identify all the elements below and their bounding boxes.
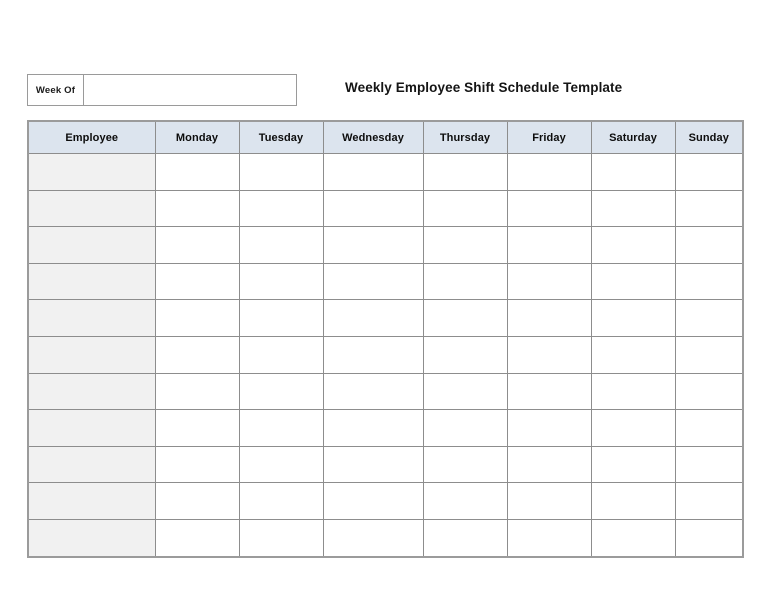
table-header [28,121,743,154]
cell-value [508,447,591,483]
cell-value [29,374,155,410]
cell-value [676,520,743,556]
cell-sunday[interactable] [675,483,743,520]
cell-value [424,447,507,483]
document-header [27,74,742,108]
cell-wednesday[interactable] [323,154,423,191]
cell-value [676,374,743,410]
table-row [28,446,743,483]
cell-value [324,264,423,300]
cell-value [676,154,743,190]
cell-value [424,154,507,190]
cell-wednesday[interactable] [323,410,423,447]
cell-saturday[interactable] [591,336,675,373]
cell-value [424,520,507,556]
cell-monday[interactable] [155,300,239,337]
cell-value [424,191,507,227]
cell-monday[interactable] [155,263,239,300]
cell-thursday[interactable] [423,190,507,227]
cell-value [424,337,507,373]
cell-value [324,374,423,410]
cell-friday[interactable] [507,300,591,337]
cell-value [240,300,323,336]
column-header-saturday[interactable]: Saturday [591,121,675,154]
cell-employee[interactable] [28,154,155,191]
table-row [28,190,743,227]
cell-value [592,520,675,556]
cell-thursday[interactable] [423,446,507,483]
cell-value [240,483,323,519]
cell-sunday[interactable] [675,263,743,300]
column-header-tuesday[interactable]: Tuesday [239,121,323,154]
cell-saturday[interactable] [591,154,675,191]
week-of-field-group [27,74,297,106]
cell-sunday[interactable] [675,410,743,447]
cell-friday[interactable] [507,263,591,300]
cell-friday[interactable] [507,227,591,264]
cell-value [156,191,239,227]
cell-sunday[interactable] [675,373,743,410]
cell-wednesday[interactable] [323,227,423,264]
cell-value [676,483,743,519]
table-row [28,300,743,337]
cell-monday[interactable] [155,336,239,373]
cell-value [508,264,591,300]
cell-value [592,264,675,300]
cell-value [592,227,675,263]
cell-wednesday[interactable] [323,300,423,337]
table-row [28,154,743,191]
cell-value [29,410,155,446]
cell-friday[interactable] [507,483,591,520]
cell-friday[interactable] [507,336,591,373]
cell-value [424,227,507,263]
cell-thursday[interactable] [423,410,507,447]
cell-employee[interactable] [28,300,155,337]
cell-thursday[interactable] [423,154,507,191]
cell-value [424,483,507,519]
cell-value [676,264,743,300]
cell-sunday[interactable] [675,446,743,483]
cell-value [324,300,423,336]
cell-value [29,447,155,483]
cell-friday[interactable] [507,519,591,556]
cell-tuesday[interactable] [239,154,323,191]
table-row [28,410,743,447]
cell-employee[interactable] [28,446,155,483]
cell-monday[interactable] [155,373,239,410]
cell-monday[interactable] [155,190,239,227]
cell-employee[interactable] [28,263,155,300]
cell-value [29,227,155,263]
cell-value [29,483,155,519]
table-row [28,483,743,520]
cell-employee[interactable] [28,190,155,227]
cell-friday[interactable] [507,154,591,191]
cell-monday[interactable] [155,227,239,264]
cell-wednesday[interactable] [323,446,423,483]
cell-wednesday[interactable] [323,336,423,373]
table-header-row [28,121,743,154]
cell-value [508,410,591,446]
cell-value [240,191,323,227]
cell-value [156,154,239,190]
cell-employee[interactable] [28,227,155,264]
cell-tuesday[interactable] [239,227,323,264]
cell-friday[interactable] [507,410,591,447]
cell-value [676,227,743,263]
cell-wednesday[interactable] [323,263,423,300]
cell-wednesday[interactable] [323,373,423,410]
cell-value [240,447,323,483]
cell-value [324,483,423,519]
cell-value [676,300,743,336]
cell-tuesday[interactable] [239,519,323,556]
cell-value [592,191,675,227]
cell-sunday[interactable] [675,336,743,373]
cell-value [508,227,591,263]
cell-monday[interactable] [155,446,239,483]
cell-saturday[interactable] [591,446,675,483]
cell-value [324,520,423,556]
cell-value [324,191,423,227]
cell-friday[interactable] [507,373,591,410]
cell-employee[interactable] [28,410,155,447]
cell-value [29,154,155,190]
cell-value [592,410,675,446]
cell-value [508,191,591,227]
cell-value [240,374,323,410]
cell-value [676,191,743,227]
cell-tuesday[interactable] [239,373,323,410]
table-row [28,373,743,410]
cell-tuesday[interactable] [239,300,323,337]
table-row [28,336,743,373]
page-title: Weekly Employee Shift Schedule Template [345,80,623,95]
cell-saturday[interactable] [591,227,675,264]
cell-employee[interactable] [28,373,155,410]
column-header-monday[interactable]: Monday [155,121,239,154]
cell-value [240,227,323,263]
cell-value [240,337,323,373]
cell-value [424,410,507,446]
cell-wednesday[interactable] [323,483,423,520]
table-row [28,519,743,556]
cell-value [29,264,155,300]
cell-value [156,483,239,519]
table-row [28,263,743,300]
cell-value [592,374,675,410]
cell-value [592,300,675,336]
cell-value [240,410,323,446]
cell-value [324,410,423,446]
cell-value [324,447,423,483]
cell-thursday[interactable] [423,519,507,556]
cell-saturday[interactable] [591,410,675,447]
cell-saturday[interactable] [591,519,675,556]
cell-sunday[interactable] [675,227,743,264]
cell-tuesday[interactable] [239,446,323,483]
cell-saturday[interactable] [591,300,675,337]
cell-value [424,264,507,300]
cell-value [324,154,423,190]
cell-value [156,300,239,336]
cell-tuesday[interactable] [239,410,323,447]
cell-value [508,154,591,190]
cell-value [424,374,507,410]
cell-value [592,154,675,190]
column-header-thursday[interactable]: Thursday [423,121,507,154]
cell-value [508,337,591,373]
cell-value [156,410,239,446]
cell-saturday[interactable] [591,483,675,520]
table-row [28,227,743,264]
column-header-friday[interactable]: Friday [507,121,591,154]
cell-value [29,520,155,556]
cell-employee[interactable] [28,483,155,520]
cell-tuesday[interactable] [239,483,323,520]
cell-value [240,154,323,190]
cell-thursday[interactable] [423,373,507,410]
cell-value [592,483,675,519]
cell-employee[interactable] [28,519,155,556]
cell-thursday[interactable] [423,336,507,373]
cell-value [29,191,155,227]
cell-value [29,300,155,336]
cell-sunday[interactable] [675,519,743,556]
column-header-sunday[interactable]: Sunday [675,121,743,154]
cell-monday[interactable] [155,483,239,520]
week-of-label: Week Of [28,75,84,105]
cell-tuesday[interactable] [239,190,323,227]
cell-value [156,337,239,373]
cell-value [324,227,423,263]
cell-thursday[interactable] [423,483,507,520]
schedule-table-container [27,120,742,558]
cell-saturday[interactable] [591,190,675,227]
cell-value [156,520,239,556]
cell-saturday[interactable] [591,373,675,410]
cell-value [324,337,423,373]
cell-sunday[interactable] [675,190,743,227]
column-header-wednesday[interactable]: Wednesday [323,121,423,154]
cell-value [676,447,743,483]
cell-value [508,520,591,556]
cell-friday[interactable] [507,190,591,227]
cell-saturday[interactable] [591,263,675,300]
cell-value [592,337,675,373]
cell-value [240,264,323,300]
cell-wednesday[interactable] [323,190,423,227]
cell-value [508,483,591,519]
cell-monday[interactable] [155,154,239,191]
shift-schedule-table [27,120,744,558]
cell-sunday[interactable] [675,300,743,337]
cell-wednesday[interactable] [323,519,423,556]
cell-value [676,337,743,373]
cell-value [156,227,239,263]
table-body [28,154,743,557]
cell-friday[interactable] [507,446,591,483]
week-of-input[interactable] [84,75,296,105]
cell-thursday[interactable] [423,263,507,300]
cell-value [156,264,239,300]
cell-monday[interactable] [155,519,239,556]
column-header-employee[interactable]: Employee [28,121,155,154]
cell-tuesday[interactable] [239,263,323,300]
cell-value [592,447,675,483]
cell-thursday[interactable] [423,227,507,264]
cell-value [156,447,239,483]
cell-value [508,374,591,410]
cell-value [424,300,507,336]
cell-value [508,300,591,336]
cell-value [240,520,323,556]
cell-monday[interactable] [155,410,239,447]
cell-thursday[interactable] [423,300,507,337]
cell-value [676,410,743,446]
cell-value [29,337,155,373]
cell-tuesday[interactable] [239,336,323,373]
cell-employee[interactable] [28,336,155,373]
cell-value [156,374,239,410]
cell-sunday[interactable] [675,154,743,191]
